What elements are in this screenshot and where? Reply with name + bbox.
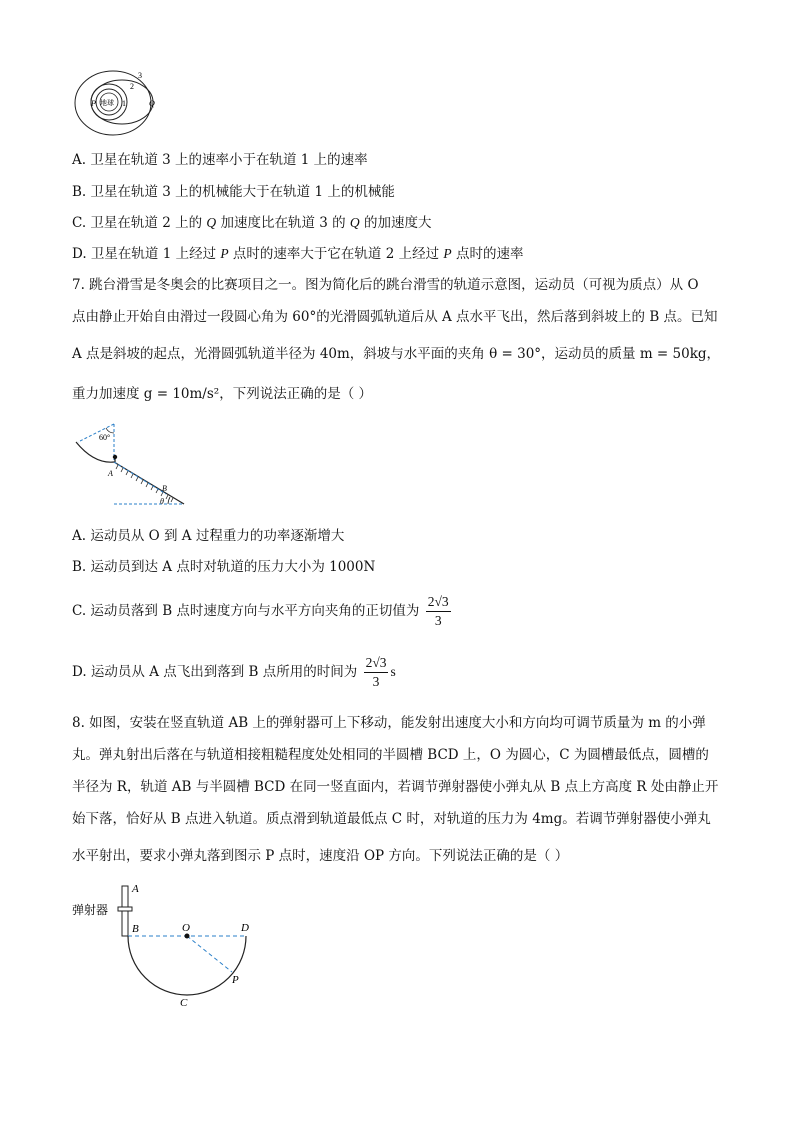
- orbit-point-q: Q: [149, 99, 155, 108]
- q6-option-c: C. 卫星在轨道 2 上的 Q 加速度比在轨道 3 的 Q 的加速度大: [72, 215, 432, 231]
- q7-stem-line4: 重力加速度 g = 10m/s²，下列说法正确的是（ ）: [72, 386, 372, 402]
- point-b-label: B: [162, 484, 167, 493]
- q8-stem-line1: 8. 如图，安装在竖直轨道 AB 上的弹射器可上下移动，能发射出速度大小和方向均可调节质量为 m 的小弹: [72, 715, 706, 731]
- point-b-label: B: [132, 923, 139, 935]
- earth-label: 地球: [100, 99, 114, 107]
- q7-option-c: C. 运动员落到 B 点时速度方向与水平方向夹角的正切值为 $\frac{2√3}{3}$: [72, 594, 449, 628]
- ski-figure: [72, 420, 197, 512]
- orbit-label-3: 3: [138, 71, 142, 80]
- q7-stem-line2: 点由静止开始自由滑过一段圆心角为 60°的光滑圆弧轨道后从 A 点水平飞出，然后落到斜坡上的 B 点。已知: [72, 309, 718, 325]
- q6-option-a: A. 卫星在轨道 3 上的速率小于在轨道 1 上的速率: [72, 152, 368, 168]
- orbit-figure: [72, 70, 162, 140]
- q7-option-a: A. 运动员从 O 到 A 过程重力的功率逐渐增大: [72, 528, 345, 544]
- orbit-label-2: 2: [130, 82, 134, 91]
- point-a-label: A: [108, 469, 113, 478]
- point-c-label: C: [180, 997, 188, 1009]
- launcher-label: 弹射器: [72, 903, 109, 917]
- point-a-label: A: [132, 883, 139, 895]
- q6-option-d: D. 卫星在轨道 1 上经过 P 点时的速率大于它在轨道 2 上经过 P 点时的速率: [72, 246, 524, 262]
- point-o-label: O: [182, 922, 190, 934]
- q7-stem-line1: 7. 跳台滑雪是冬奥会的比赛项目之一。图为简化后的跳台滑雪的轨道示意图，运动员（可视为质点）从 O: [72, 277, 699, 293]
- orbit-point-p: P: [91, 99, 96, 108]
- point-d-label: D: [241, 922, 249, 934]
- arc-angle-label: 60°: [99, 433, 111, 442]
- q8-stem-line3: 半径为 R，轨道 AB 与半圆槽 BCD 在同一竖直面内，若调节弹射器使小弹丸从 B 点上方高度 R 处由静止开: [72, 779, 719, 795]
- launcher-figure: [72, 880, 262, 1010]
- q6-option-b: B. 卫星在轨道 3 上的机械能大于在轨道 1 上的机械能: [72, 184, 395, 200]
- q8-stem-line5: 水平射出，要求小弹丸落到图示 P 点时，速度沿 OP 方向。下列说法正确的是（ ）: [72, 848, 569, 864]
- orbit-label-1: 1: [122, 99, 126, 108]
- q8-stem-line2: 丸。弹丸射出后落在与轨道相接粗糙程度处处相同的半圆槽 BCD 上，O 为圆心，C 为圆槽最低点，圆槽的: [72, 747, 709, 763]
- theta-label: θ: [160, 497, 164, 506]
- q8-stem-line4: 始下落，恰好从 B 点进入轨道。质点滑到轨道最低点 C 时，对轨道的压力为 4mg。若调节弹射器使小弹丸: [72, 811, 711, 827]
- q7-option-d: D. 运动员从 A 点飞出到落到 B 点所用的时间为 $\frac{2√3}{3}$ s: [72, 655, 396, 689]
- q7-option-b: B. 运动员到达 A 点时对轨道的压力大小为 1000N: [72, 559, 376, 575]
- point-p-label: P: [232, 974, 239, 986]
- q7-stem-line3: A 点是斜坡的起点，光滑圆弧轨道半径为 40m，斜坡与水平面的夹角 θ = 30°，运动员的质量 m = 50kg，: [72, 346, 721, 362]
